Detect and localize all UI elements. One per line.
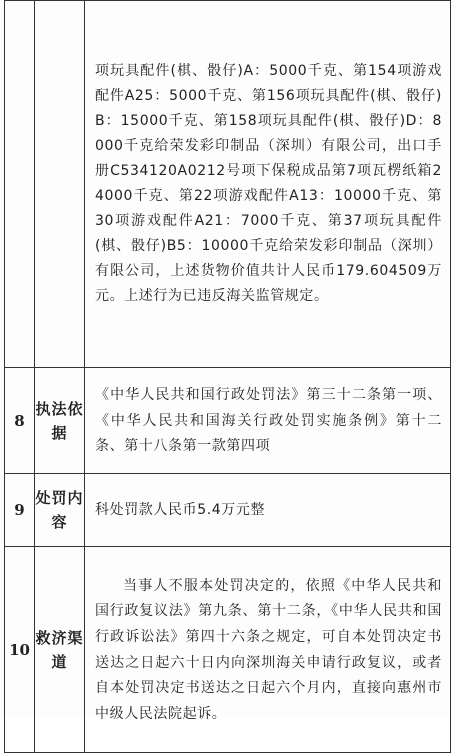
row-label-cell: 处罚内容 [35,474,85,547]
penalty-info-table [4,0,451,753]
table-row [5,547,451,753]
row-number-cell: 10 [5,547,35,753]
violation-facts-cell: 项玩具配件(棋、骰仔)A：5000千克、第154项游戏配件A25：5000千克、第156项玩具配件(棋、骰仔)B：15000千克、第158项玩具配件(棋、骰仔)D：8000千克给荣发彩印制品（深圳）有限公司，出口手册C534120A0212号项下保税成品第7项瓦楞纸箱24000千克、第22项游戏配件A13：10000千克、第30项游戏配件A21：7000千克、第37项玩具配件(棋、骰仔)B5：10000千克给荣发彩印制品（深圳）有限公司，上述货物价值共计人民币179.604509万元。上述行为已违反海关监管规定。 [85,1,451,368]
table-row [5,368,451,474]
legal-basis-cell: 《中华人民共和国行政处罚法》第三十二条第一项、《中华人民共和国海关行政处罚实施条例》第十二条、第十八条第一款第四项 [85,368,451,474]
table-row [5,474,451,547]
table-row [5,1,451,368]
row-number-cell [5,1,35,368]
row-number-cell: 9 [5,474,35,547]
row-label-cell [35,1,85,368]
remedy-channel-cell: 当事人不服本处罚决定的，依照《中华人民共和国行政复议法》第九条、第十二条，《中华人民共和国行政诉讼法》第四十六条之规定，可自本处罚决定书送达之日起六十日内向深圳海关申请行政复议，或者自本处罚决定书送达之日起六个月内，直接向惠州市中级人民法院起诉。 [85,547,451,753]
row-number-cell: 8 [5,368,35,474]
row-label-cell: 救济渠道 [35,547,85,753]
penalty-content-cell: 科处罚款人民币5.4万元整 [85,474,451,547]
row-label-cell: 执法依据 [35,368,85,474]
